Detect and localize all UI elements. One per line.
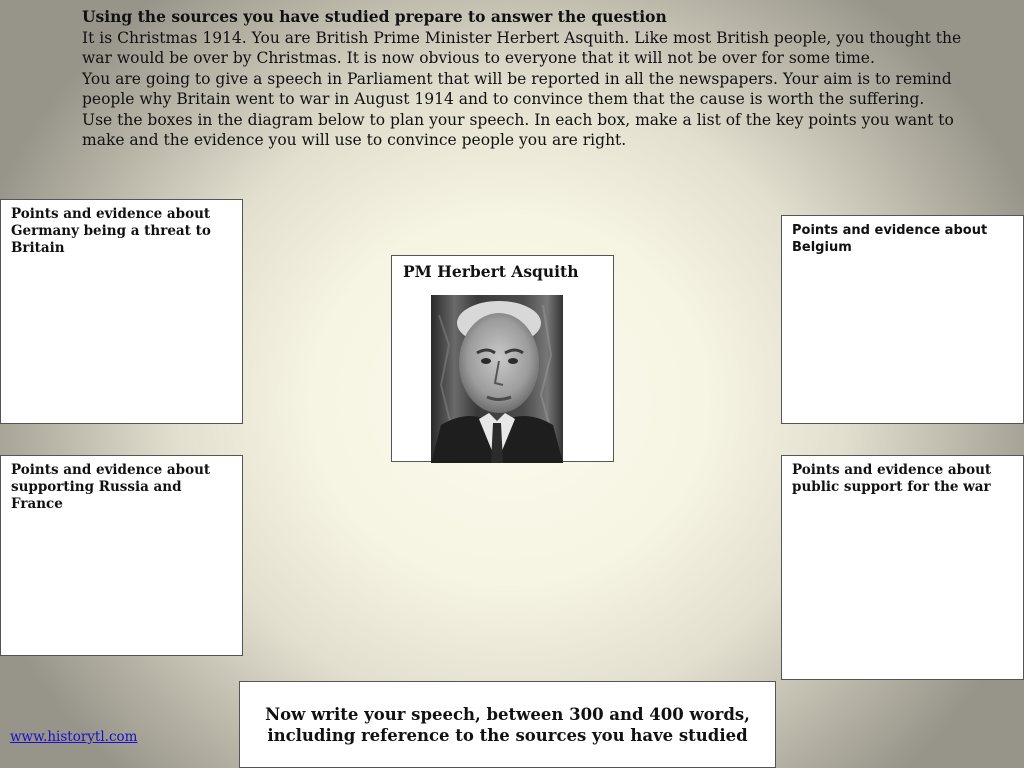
write-speech-text: Now write your speech, between 300 and 400 words, including reference to the sources you have studied: [265, 704, 750, 745]
public-support-box[interactable]: [781, 455, 1024, 680]
russia-france-label: Points and evidence about supporting Russia and France: [11, 462, 211, 512]
asquith-title: PM Herbert Asquith: [403, 262, 579, 281]
instructions: [82, 7, 962, 151]
germany-threat-box[interactable]: [0, 199, 243, 424]
write-speech-box: [239, 681, 776, 768]
instructions-paragraph-1: It is Christmas 1914. You are British Prime Minister Herbert Asquith. Like most British people, you thought the war would be over by Christmas. It is now obvious to everyone that it will not be over for some time.: [82, 28, 962, 67]
russia-france-box[interactable]: [0, 455, 243, 656]
asquith-portrait: [431, 295, 563, 463]
instructions-heading: Using the sources you have studied prepare to answer the question: [82, 7, 667, 26]
asquith-box: [391, 255, 614, 462]
belgium-box[interactable]: [781, 215, 1024, 424]
belgium-label: Points and evidence about Belgium: [792, 223, 988, 255]
germany-threat-label: Points and evidence about Germany being a threat to Britain: [11, 206, 211, 256]
instructions-paragraph-3: Use the boxes in the diagram below to plan your speech. In each box, make a list of the key points you want to make and the evidence you will use to convince people you are right.: [82, 110, 954, 149]
public-support-label: Points and evidence about public support for the war: [792, 462, 992, 495]
instructions-paragraph-2: You are going to give a speech in Parliament that will be reported in all the newspapers. Your aim is to remind people why Britain went to war in August 1914 and to convince them that the cause is worth the suffering.: [82, 69, 952, 108]
historytl-link[interactable]: www.historytl.com: [10, 729, 138, 745]
